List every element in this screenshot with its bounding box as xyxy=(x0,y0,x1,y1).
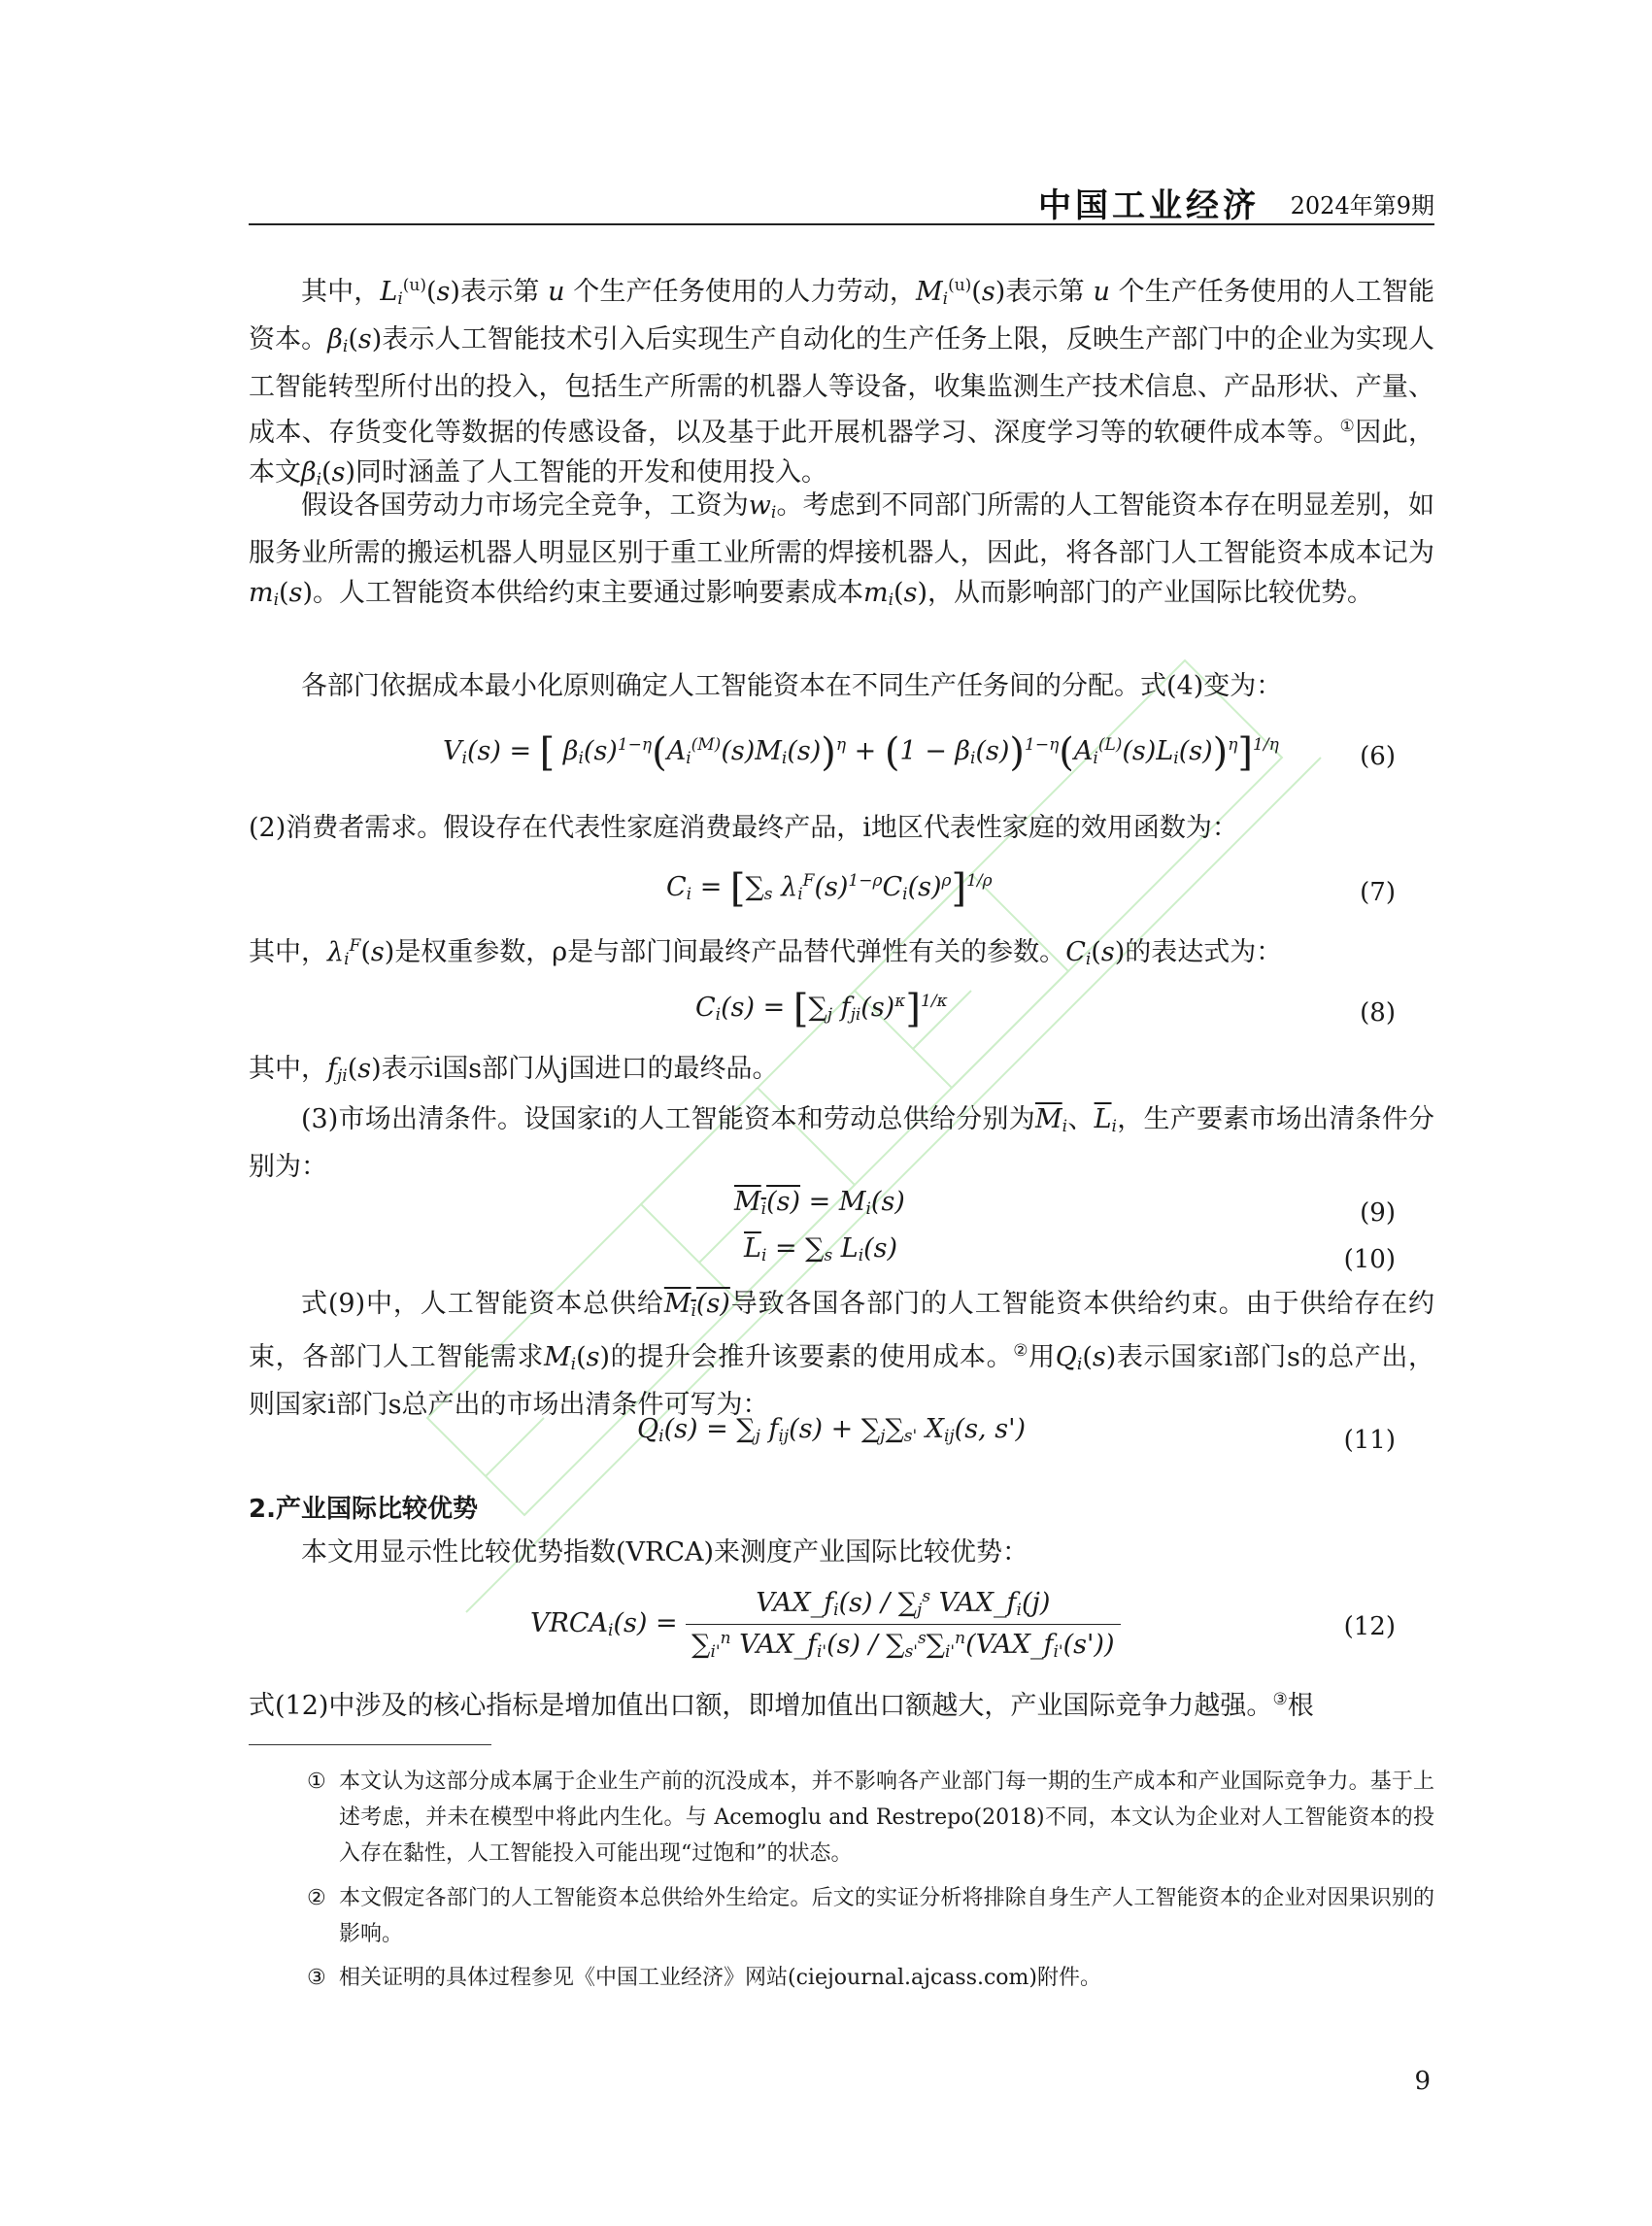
equation-12: $VRCA_i(s)$ = $\frac{VAX\_f_i(s) / \sum_j^s VAX\_f_i(j)}{\sum_{i'}^n VAX\_f_{i'}(s) / \sum_{s'}^s\sum_{i'}^n(VAX\_f_{i'}(s'))}$ (12) xyxy=(530,1587,1396,1662)
paragraph-7: (3)市场出清条件。设国家i的人工智能资本和劳动总供给分别为$\overline{M}_i$、$\overline{L}_i$，生产要素市场出清条件分别为： xyxy=(249,1104,1435,1182)
footnote-2 xyxy=(249,1880,1434,1952)
footnote-mark: ② xyxy=(307,1886,326,1910)
footnote-1 xyxy=(249,1764,1434,1872)
footnote-mark: ① xyxy=(307,1770,326,1794)
equation-number: (10) xyxy=(1343,1245,1396,1274)
equation-number: (12) xyxy=(1343,1612,1396,1641)
paragraph-2: 假设各国劳动力市场完全竞争，工资为$w_i$。考虑到不同部门所需的人工智能资本存在明显差别，如服务业所需的搬运机器人明显区别于重工业所需的焊接机器人，因此，将各部门人工智能资本成本记为$m_i(s)$。人工智能资本供给约束主要通过影响要素成本$m_i(s)$，从而影响部门的产业国际比较优势。 xyxy=(249,490,1434,610)
footnote-mark: ③ xyxy=(307,1966,326,1990)
footnote-text: 本文认为这部分成本属于企业生产前的沉没成本，并不影响各产业部门每一期的生产成本和产业国际竞争力。基于上述考虑，并未在模型中将此内生化。与 Acemoglu and Restrepo(2018)不同，本文认为企业对人工智能资本的投入存在黏性，人工智能投入可能出现“过饱和”的状态。 xyxy=(339,1770,1434,1866)
running-header xyxy=(249,175,1434,225)
paragraph-8: 式(9)中，人工智能资本总供给$M_i(s)$导致各国各部门的人工智能资本供给约束。由于供给存在约束，各部门人工智能需求$M_i(s)$的提升会推升该要素的使用成本。②用$Q_i(s)$表示国家i部门s的总产出，则国家i部门s总产出的市场出清条件可写为： xyxy=(249,1289,1435,1420)
equation-number: (7) xyxy=(1360,878,1396,907)
journal-name: 中国工业经济 xyxy=(1038,186,1260,225)
footnote-rule xyxy=(249,1744,491,1745)
footnote-text: 相关证明的具体过程参见《中国工业经济》网站(ciejournal.ajcass.com)附件。 xyxy=(339,1966,1101,1990)
equation-number: (9) xyxy=(1360,1198,1396,1228)
header-rule xyxy=(249,223,1434,225)
equation-7: $C_i = [\sum_s$ $\lambda_i^F(s)^{1-\rho}C_i(s)^\rho]^{1/\rho}$ (7) xyxy=(666,866,1396,911)
equation-6: $V_i(s)$ = [ $\beta_i(s)^{1-\eta}(A_i^{(M)}(s)M_i(s))^\eta + (1 - \beta_i(s))^{1-\eta}(A_i^{(L)}(s)L_i(s))^\eta]^{1/\eta}$ (6) xyxy=(443,730,1396,775)
equation-number: (8) xyxy=(1360,998,1396,1028)
equation-9: $M_i(s) = M_i(s)$ (9) xyxy=(734,1187,1396,1228)
footnote-3 xyxy=(249,1960,1434,1996)
paragraph-9: 本文用显示性比较优势指数(VRCA)来测度产业国际比较优势： xyxy=(301,1537,1029,1568)
paragraph-1: 其中，$L_i^{(u)}(s)$表示第 u 个生产任务使用的人力劳动，$M_i^{(u)}(s)$表示第 u 个生产任务使用的人工智能资本。$\beta_i(s)$表示人工智能技术引入后实现生产自动化的生产任务上限，反映生产部门中的企业为实现人工智能转型所付出的投入，包括生产所需的机器人等设备，收集监测生产技术信息、产品形状、产量、成本、存货变化等数据的传感设备，以及基于此开展机器学习、深度学习等的软硬件成本等。①因此，本文$\beta_i(s)$同时涵盖了人工智能的开发和使用投入。 xyxy=(249,276,1435,489)
equation-number: (6) xyxy=(1360,742,1396,771)
section-heading: 2.产业国际比较优势 xyxy=(249,1495,478,1524)
paragraph-3: 各部门依据成本最小化原则确定人工智能资本在不同生产任务间的分配。式(4)变为： xyxy=(301,671,1283,701)
footnote-text: 本文假定各部门的人工智能资本总供给外生给定。后文的实证分析将排除自身生产人工智能资本的企业对因果识别的影响。 xyxy=(339,1886,1434,1946)
equation-8: $C_i(s) = [\sum_j$ $f_{ji}(s)^\kappa]^{1/\kappa}$ (8) xyxy=(695,987,1396,1031)
equation-10: $\overline{L}_i = \sum_s$ $L_i(s)$ (10) xyxy=(744,1233,1396,1274)
issue-label: 2024年第9期 xyxy=(1290,192,1434,219)
paragraph-4: (2)消费者需求。假设存在代表性家庭消费最终产品，i地区代表性家庭的效用函数为： xyxy=(249,813,1238,843)
paragraph-5: 其中，$\lambda_i^F(s)$是权重参数，ρ是与部门间最终产品替代弹性有关的参数。$C_i(s)$的表达式为： xyxy=(249,936,1283,969)
equation-11: $Q_i(s) = \sum_j$ $f_{ij}(s) + \sum_j\sum_{s'}$ $X_{ij}(s$, s') (11) xyxy=(637,1414,1396,1455)
equation-number: (11) xyxy=(1343,1426,1396,1455)
page-number: 9 xyxy=(1414,2067,1431,2096)
paragraph-10: 式(12)中涉及的核心指标是增加值出口额，即增加值出口额越大，产业国际竞争力越强。③根 xyxy=(249,1690,1314,1721)
paragraph-6: 其中，$f_{ji}(s)$表示i国s部门从j国进口的最终品。 xyxy=(249,1054,779,1086)
